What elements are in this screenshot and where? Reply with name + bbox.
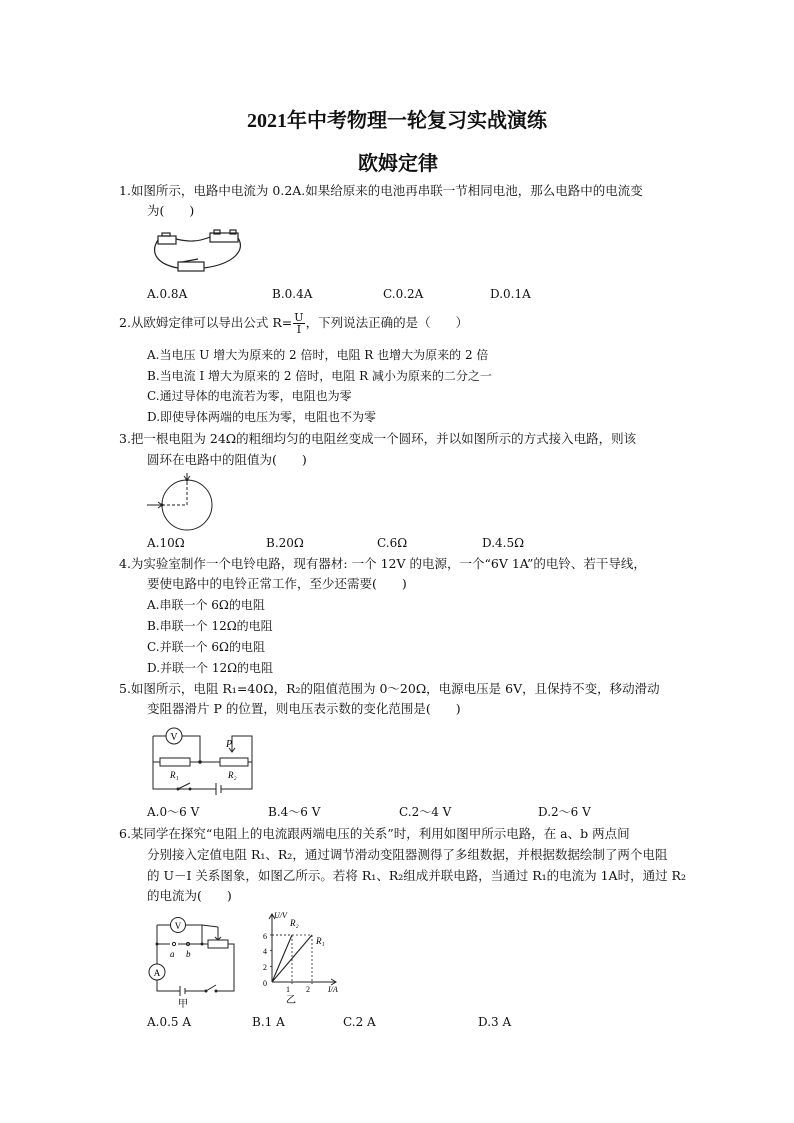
fraction-denominator: I bbox=[296, 323, 302, 336]
q6-ui-chart-yi bbox=[250, 910, 350, 1005]
x-tick-1: 1 bbox=[286, 985, 290, 994]
q3-option-d[interactable]: D.4.5Ω bbox=[482, 536, 525, 550]
q4-option-a[interactable]: A.串联一个 6Ω的电阻 bbox=[147, 598, 265, 612]
doc-subtitle: 欧姆定律 bbox=[358, 153, 438, 175]
series-line-r1 bbox=[272, 935, 312, 982]
q4-text-line1: 4.为实验室制作一个电铃电路，现有器材: 一个 12V 的电源，一个“6V 1A”的电铃、若干导线， bbox=[119, 556, 646, 571]
q1-option-d[interactable]: D.0.1A bbox=[490, 287, 531, 301]
slider-label: P bbox=[226, 739, 233, 750]
q3-option-b[interactable]: B.20Ω bbox=[266, 536, 304, 550]
q2-option-d[interactable]: D.即使导体两端的电压为零，电阻也不为零 bbox=[147, 410, 377, 424]
point-a-label: a bbox=[170, 949, 175, 959]
x-axis-label: I/A bbox=[328, 985, 338, 994]
q3-option-c[interactable]: C.6Ω bbox=[377, 536, 408, 550]
q6-circuit-figure-jia bbox=[148, 913, 238, 1008]
q6-option-d[interactable]: D.3 A bbox=[478, 1015, 512, 1029]
series-label-r1: R₁ bbox=[316, 936, 325, 946]
q1-circuit-figure bbox=[148, 224, 248, 276]
y-axis-label: U/V bbox=[274, 911, 287, 920]
series-label-r2: R₂ bbox=[290, 918, 299, 928]
y-tick-6: 6 bbox=[263, 932, 267, 941]
q4-option-d[interactable]: D.并联一个 12Ω的电阻 bbox=[147, 661, 274, 675]
q5-text-line1: 5.如图所示，电阻 R₁=40Ω，R₂的阻值范围为 0～20Ω，电源电压是 6V，且保持不变，移动滑动 bbox=[119, 681, 660, 696]
q5-circuit-figure bbox=[148, 725, 258, 795]
q1-text-line1: 1.如图所示，电路中电流为 0.2A.如果给原来的电池再串联一节相同电池，那么电路中的电流变 bbox=[119, 183, 643, 198]
x-tick-2: 2 bbox=[306, 985, 310, 994]
q5-option-a[interactable]: A.0～6 V bbox=[147, 805, 200, 819]
q3-option-a[interactable]: A.10Ω bbox=[147, 536, 185, 550]
q2-option-a[interactable]: A.当电压 U 增大为原来的 2 倍时，电阻 R 也增大为原来的 2 倍 bbox=[147, 348, 489, 362]
yi-caption: 乙 bbox=[286, 995, 296, 1006]
formula-fraction bbox=[293, 312, 304, 335]
fraction-numerator: U bbox=[294, 311, 304, 324]
q4-option-c[interactable]: C.并联一个 6Ω的电阻 bbox=[147, 640, 265, 654]
jia-voltmeter-label: V bbox=[174, 921, 182, 931]
q3-text-line2: 圆环在电路中的阻值为( ) bbox=[147, 452, 307, 467]
q5-text-line2: 变阻器滑片 P 的位置，则电压表示数的变化范围是( ) bbox=[147, 701, 461, 716]
q6-text-line3: 的 U－I 关系图象，如图乙所示。若将 R₁、R₂组成并联电路，当通过 R₁的电流为 1A时，通过 R₂ bbox=[147, 868, 686, 883]
voltmeter-label: V bbox=[170, 732, 178, 743]
q2-option-c[interactable]: C.通过导体的电流若为零，电阻也为零 bbox=[147, 389, 352, 403]
q3-ring-figure bbox=[145, 473, 215, 533]
q6-option-a[interactable]: A.0.5 A bbox=[147, 1015, 192, 1029]
q6-text-line1: 6.某同学在探究“电阻上的电流跟两端电压的关系”时，利用如图甲所示电路，在 a、b 两点间 bbox=[119, 826, 630, 841]
q1-option-b[interactable]: B.0.4A bbox=[272, 287, 313, 301]
q6-text-line2: 分别接入定值电阻 R₁、R₂，通过调节滑动变阻器测得了多组数据，并根据数据绘制了两个电阻 bbox=[147, 847, 668, 862]
jia-caption: 甲 bbox=[178, 999, 188, 1010]
q3-text-line1: 3.把一根电阻为 24Ω的粗细均匀的电阻丝变成一个圆环，并以如图所示的方式接入电路，则该 bbox=[119, 431, 637, 446]
r1-label: R₁ bbox=[170, 770, 179, 780]
q5-option-c[interactable]: C.2～4 V bbox=[399, 805, 452, 819]
q4-option-b[interactable]: B.串联一个 12Ω的电阻 bbox=[147, 619, 273, 633]
y-tick-2: 2 bbox=[263, 963, 267, 972]
r2-label: R₂ bbox=[228, 770, 237, 780]
q1-text-line2: 为( ) bbox=[147, 203, 195, 218]
q6-option-b[interactable]: B.1 A bbox=[252, 1015, 285, 1029]
q4-text-line2: 要使电路中的电铃正常工作，至少还需要( ) bbox=[147, 576, 407, 591]
q2-text bbox=[119, 312, 468, 335]
series-line-r2 bbox=[272, 935, 292, 982]
point-b-label: b bbox=[186, 949, 191, 959]
q2-text-prefix: 2.从欧姆定律可以导出公式 R= bbox=[119, 315, 293, 330]
x-tick-0: 0 bbox=[263, 979, 267, 988]
q2-text-suffix: ，下列说法正确的是（ ） bbox=[305, 315, 469, 330]
q5-option-b[interactable]: B.4～6 V bbox=[268, 805, 321, 819]
q6-option-c[interactable]: C.2 A bbox=[343, 1015, 376, 1029]
doc-title: 2021年中考物理一轮复习实战演练 bbox=[247, 110, 547, 132]
q1-option-c[interactable]: C.0.2A bbox=[383, 287, 424, 301]
q6-text-line4: 的电流为( ) bbox=[147, 888, 232, 903]
q2-option-b[interactable]: B.当电流 I 增大为原来的 2 倍时，电阻 R 减小为原来的二分之一 bbox=[147, 369, 492, 383]
q5-option-d[interactable]: D.2～6 V bbox=[538, 805, 591, 819]
jia-ammeter-label: A bbox=[153, 968, 161, 978]
q1-option-a[interactable]: A.0.8A bbox=[147, 287, 188, 301]
y-tick-4: 4 bbox=[263, 947, 267, 956]
